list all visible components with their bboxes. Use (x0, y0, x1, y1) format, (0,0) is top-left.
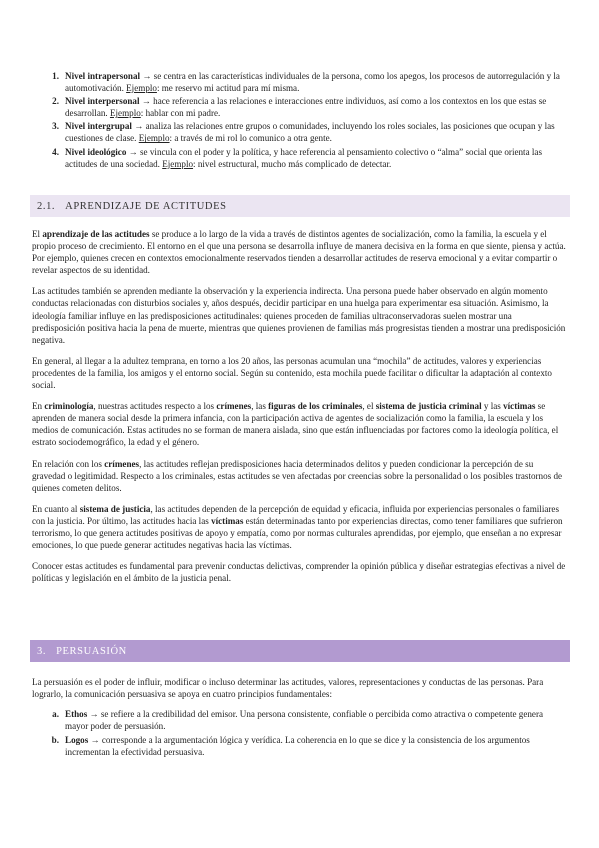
paragraph (32, 503, 567, 551)
example-text: : nivel estructural, mucho más complicado de detectar. (193, 158, 392, 169)
list-item (32, 95, 567, 119)
paragraph (32, 228, 567, 276)
bold-term: crímenes (216, 401, 252, 412)
bold-term: aprendizaje de las actitudes (42, 229, 150, 239)
list-number: 3. (52, 121, 59, 132)
list-letter: b. (51, 735, 59, 746)
item-text: se vincula con el poder y la política, y hace referencia al pensamiento colectivo o “alma” social que orienta las actitudes de una sociedad. (65, 146, 542, 169)
paragraph: La persuasión es el poder de influir, modificar o incluso determinar las actitudes, valores, representaciones y conductas de las personas. Para lograrlo, la comunicación persuasiva se apoya en cuatro principios fundamentales: (32, 677, 544, 700)
section-title: PERSUASIÓN (56, 645, 127, 657)
text: , el (362, 401, 376, 412)
section-title: APRENDIZAJE DE ACTITUDES (65, 200, 227, 212)
text: y las (481, 401, 504, 412)
example-label: Ejemplo (138, 133, 170, 144)
term: Nivel intergrupal (65, 121, 132, 132)
bold-term: víctimas (211, 515, 244, 526)
list-item (32, 146, 567, 170)
example-text: : me reservo mi actitud para mí misma. (156, 83, 300, 94)
bold-term: víctimas (503, 401, 536, 412)
text: , las actitudes reflejan predisposiciones hacia determinados delitos y pueden condicionar la percepción de su gravedad o legitimidad. Respecto a los criminales, estas actitudes se ven afectadas por creencias sobre la personalidad o los posibles trastornos de quienes cometen delitos. (32, 458, 563, 493)
section-number: 2.1. (37, 200, 56, 212)
example-label: Ejemplo (126, 83, 157, 94)
list-number: 4. (52, 146, 59, 157)
item-text: hace referencia a las relaciones e interacciones entre individuos, así como a los contextos en los que estas se desarrollan. (65, 96, 547, 119)
list-number: 1. (52, 71, 59, 81)
text: En cuanto al (32, 503, 80, 514)
text: , las (251, 401, 269, 412)
text: se aprenden de manera social desde la primera infancia, con la participación activa de agentes de socialización como la familia, la escuela y los medios de comunicación. Estas actitudes no se forman de manera aislada, sino que están influenciadas por factores como la ideología política, el estrato sociodemográfico, la edad y el género. (32, 401, 559, 448)
arrow-icon: → (134, 121, 144, 132)
term: Logos (65, 735, 89, 746)
list-letter: a. (52, 709, 59, 720)
arrow-icon: → (90, 735, 100, 746)
bold-term: criminología (44, 401, 94, 412)
item-text: se centra en las características individuales de la persona, como los apegos, los procesos de autorregulación y la automotivación. (65, 71, 560, 94)
section-3-body (32, 676, 567, 761)
arrow-icon: → (141, 96, 151, 107)
arrow-icon: → (142, 71, 152, 81)
paragraph (32, 458, 567, 494)
section-header-2-1 (30, 195, 570, 217)
bold-term: figuras de los criminales (268, 401, 363, 412)
term: Nivel intrapersonal (65, 71, 141, 81)
section-number: 3. (37, 645, 47, 657)
bold-term: sistema de justicia (79, 503, 151, 514)
item-text: analiza las relaciones entre grupos o comunidades, incluyendo los roles sociales, las posiciones que ocupan y las cuestiones de clase. (65, 121, 555, 144)
paragraph: Conocer estas actitudes es fundamental para prevenir conductas delictivas, comprender la opinión pública y diseñar estrategias efectivas a nivel de políticas y legislación en el ámbito de la justicia penal. (32, 561, 566, 584)
example-label: Ejemplo (162, 158, 194, 169)
list-item (32, 708, 567, 732)
example-text: : hablar con mi padre. (140, 108, 221, 119)
term: Ethos (65, 709, 88, 720)
example-text: : a través de mi rol lo comunico a otra gente. (169, 133, 332, 144)
text: están determinadas tanto por experiencias directas, como tener familiares que sufrieron terrorismo, lo que genera actitudes positivas de apoyo y empatía, como por normas culturales aprendidas, por ejemplo, que enseñan a no expresar emociones, lo que puede generar actitudes negativas hacia las víctimas. (32, 515, 563, 551)
list-item (32, 734, 567, 758)
bold-term: sistema de justicia criminal (375, 401, 482, 412)
item-text: se refiere a la credibilidad del emisor. Una persona consistente, confiable o percibida como atractiva o competente genera mayor poder de persuasión. (65, 709, 544, 732)
bold-term: crímenes (104, 458, 140, 469)
section-header-3 (30, 640, 570, 662)
item-text: corresponde a la argumentación lógica y verídica. La coherencia en lo que se dice y la consistencia de los argumentos incrementan la efectividad persuasiva. (65, 735, 530, 758)
paragraph: Las actitudes también se aprenden mediante la observación y la experiencia indirecta. Una persona puede haber observado en algún momento conductas relacionadas con disturbios sociales y, años después, decidir participar en una huelga para experimentar esa situación. Asimismo, la ideología familiar influye en las predisposiciones actitudinales: quienes proceden de familias ultraconservadoras suelen mostrar una predisposición positiva hacia la pena de muerte, mientras que quienes provienen de familias más progresistas tienden a mostrar una predisposición negativa. (32, 286, 566, 345)
text: En relación con los (32, 458, 105, 469)
text: El (32, 229, 43, 239)
text: En (32, 401, 45, 412)
term: Nivel ideológico (65, 146, 127, 157)
arrow-icon: → (128, 146, 138, 157)
list-item (32, 120, 567, 144)
list-number: 2. (52, 96, 59, 107)
arrow-icon: → (89, 709, 99, 720)
example-label: Ejemplo (109, 108, 141, 119)
text: se produce a lo largo de la vida a través de distintos agentes de socialización, como la familia, la escuela y el propio proceso de crecimiento. El entorno en el que una persona se desarrolla influye de manera decisiva en la forma en que siente, piensa y actúa. Por ejemplo, quienes crecen en contextos emocionalmente reservados tienden a desarrollar actitudes de reserva emocional y a evitar compartir o revelar aspectos de su identidad. (32, 229, 566, 276)
text: , nuestras actitudes respecto a los (93, 401, 217, 412)
text: , las actitudes dependen de la percepción de equidad y eficacia, influida por experiencias personales o familiares con la justicia. Por último, las actitudes hacia las (32, 503, 560, 526)
paragraph: En general, al llegar a la adultez temprana, en torno a los 20 años, las personas acumulan una “mochila” de actitudes, valores y experiencias procedentes de la familia, los amigos y el entorno social. Según su contenido, esta mochila puede facilitar o dificultar la adaptación al contexto social. (32, 355, 552, 391)
term: Nivel interpersonal (65, 96, 140, 107)
section-2-1-body (32, 228, 567, 593)
levels-list (32, 70, 567, 171)
list-item (32, 70, 567, 94)
paragraph (32, 400, 567, 448)
